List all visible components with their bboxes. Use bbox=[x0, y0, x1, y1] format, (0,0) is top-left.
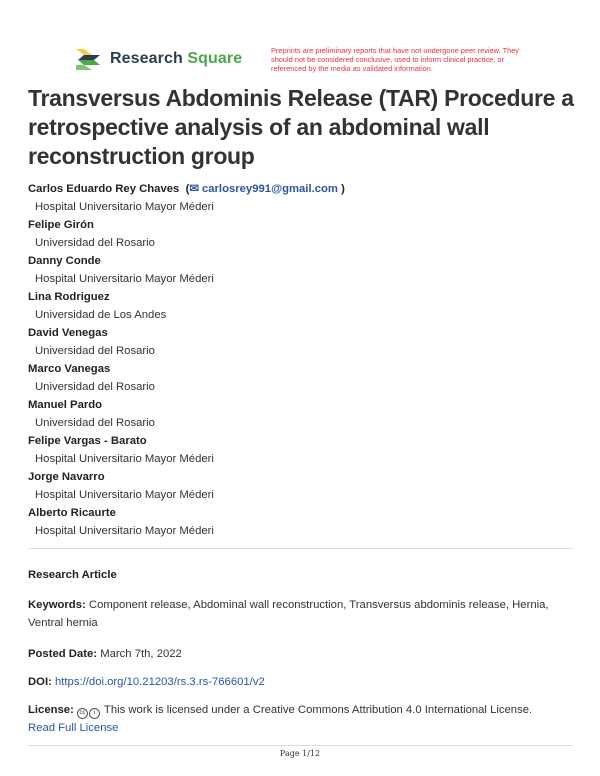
logo-brand: Research bbox=[110, 50, 183, 67]
author-affiliation: Universidad del Rosario bbox=[35, 381, 155, 393]
author bbox=[28, 288, 578, 324]
attribution-icon: i bbox=[89, 708, 100, 719]
author-affiliation: Hospital Universitario Mayor Méderi bbox=[35, 201, 214, 213]
article-type: Research Article bbox=[28, 569, 117, 581]
author bbox=[28, 396, 578, 432]
author bbox=[28, 216, 578, 252]
author-affiliation: Universidad de Los Andes bbox=[35, 309, 167, 321]
author-name: Manuel Pardo bbox=[28, 399, 103, 411]
author-name: Felipe Girón bbox=[28, 219, 94, 231]
license: License: cc i This work is licensed under a Creative Commons Attribution 4.0 International License. Read Full License bbox=[28, 704, 533, 734]
author-name: David Venegas bbox=[28, 327, 108, 339]
author-list bbox=[28, 180, 578, 540]
author-name: Alberto Ricaurte bbox=[28, 507, 116, 519]
author-affiliation: Hospital Universitario Mayor Méderi bbox=[35, 489, 214, 501]
divider bbox=[28, 548, 573, 549]
author-email-link[interactable] bbox=[189, 183, 338, 195]
logo-brand-2: Square bbox=[187, 50, 243, 67]
author bbox=[28, 432, 578, 468]
keywords: Keywords: Component release, Abdominal wall reconstruction, Transversus abdominis release, Hernia, Ventral hernia bbox=[28, 599, 549, 629]
research-square-logo[interactable] bbox=[74, 47, 242, 71]
author-name: Carlos Eduardo Rey Chaves bbox=[28, 183, 180, 195]
author bbox=[28, 324, 578, 360]
email-icon: ✉ bbox=[189, 183, 199, 195]
author-affiliation: Universidad del Rosario bbox=[35, 345, 155, 357]
preprint-notice: Preprints are preliminary reports that have not undergone peer review. They should not be considered conclusive, used to inform clinical practice, or referenced by the media as validated information. bbox=[271, 46, 519, 73]
author-affiliation: Universidad del Rosario bbox=[35, 417, 155, 429]
author-email: carlosrey991@gmail.com bbox=[201, 183, 338, 195]
author bbox=[28, 504, 578, 540]
footer-divider bbox=[28, 745, 573, 746]
author-name: Jorge Navarro bbox=[28, 471, 105, 483]
author-affiliation: Hospital Universitario Mayor Méderi bbox=[35, 525, 214, 537]
author-name: Marco Vanegas bbox=[28, 363, 111, 375]
doi-link[interactable]: https://doi.org/10.21203/rs.3.rs-766601/v2 bbox=[55, 676, 265, 688]
read-full-license-link[interactable]: Read Full License bbox=[28, 722, 119, 734]
author bbox=[28, 360, 578, 396]
author bbox=[28, 468, 578, 504]
author: Carlos Eduardo Rey Chaves (✉ carlosrey991@gmail.com ) Hospital Universitario Mayor Méderi bbox=[28, 180, 578, 216]
research-square-logo-icon bbox=[74, 47, 104, 71]
author-name: Danny Conde bbox=[28, 255, 101, 267]
paper-title: Transversus Abdominis Release (TAR) Procedure a retrospective analysis of an abdominal wall reconstruction group bbox=[28, 85, 574, 169]
author-name: Felipe Vargas - Barato bbox=[28, 435, 147, 447]
author-name: Lina Rodriguez bbox=[28, 291, 110, 303]
author-affiliation: Hospital Universitario Mayor Méderi bbox=[35, 273, 214, 285]
author-affiliation: Universidad del Rosario bbox=[35, 237, 155, 249]
posted-date: Posted Date: March 7th, 2022 bbox=[28, 648, 182, 660]
cc-icon: cc bbox=[77, 708, 88, 719]
author-affiliation: Hospital Universitario Mayor Méderi bbox=[35, 453, 214, 465]
page-number: Page 1/12 bbox=[279, 749, 321, 758]
author bbox=[28, 252, 578, 288]
doi: DOI: https://doi.org/10.21203/rs.3.rs-766601/v2 bbox=[28, 676, 265, 688]
